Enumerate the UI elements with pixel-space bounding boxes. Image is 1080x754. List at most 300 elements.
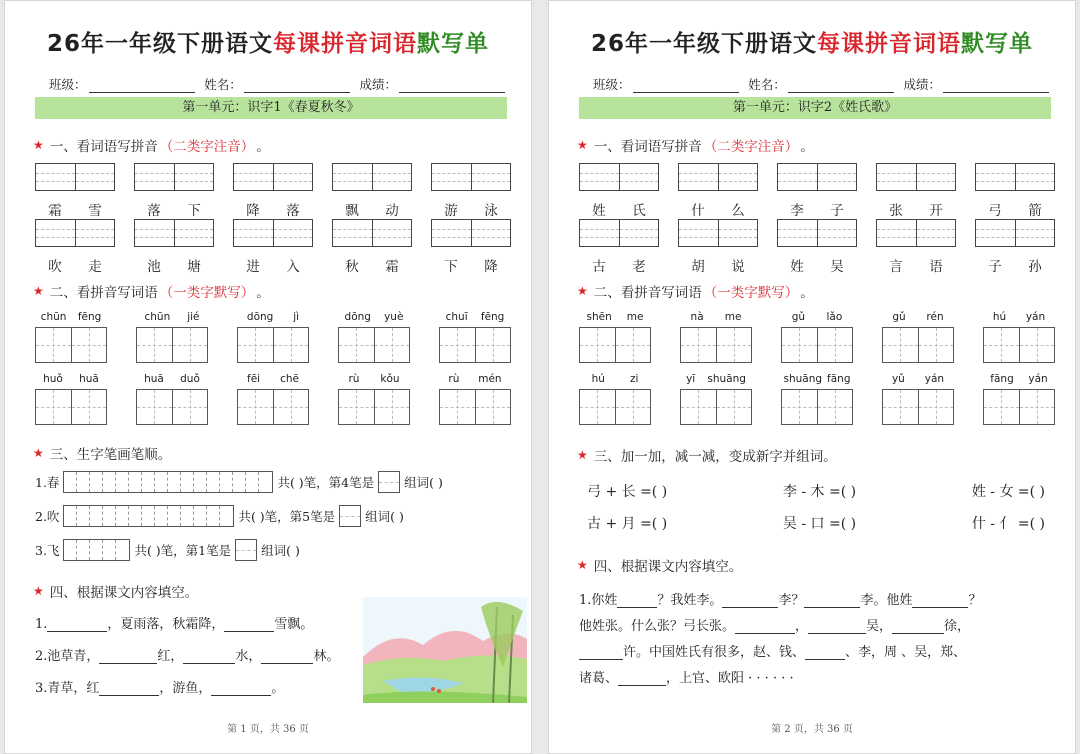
title-highlight-red: 每课拼音词语 [817,31,961,57]
stroke-row-1 [35,471,443,493]
hanzi-grid[interactable] [983,389,1055,425]
section-4-heading [577,555,742,575]
word-char: 雪 [88,203,102,219]
word-char: 言 [889,259,903,275]
word-char: 什 [691,203,705,219]
pinyin-text: huā [79,373,99,385]
star-icon: ★ [577,284,588,298]
class-label: 班级： [49,77,87,92]
pinyin-text: yán [1028,373,1048,385]
stroke-char-label: 3.飞 [35,543,60,558]
word-char: 入 [286,259,300,275]
class-field[interactable] [89,79,195,93]
word-char: 开 [929,203,943,219]
pinyin-writing-box[interactable] [332,163,412,191]
word-char: 落 [286,203,300,219]
title-highlight-red: 每课拼音词语 [273,31,417,57]
pinyin-writing-box[interactable] [678,219,758,247]
fill-text: 1. [35,617,48,632]
pinyin-text: zi [630,373,639,385]
word-group-text: 组词( ) [365,509,404,524]
hanzi-cell [237,311,309,363]
pinyin-text: chūn [144,311,171,323]
section-2-title: 二、看拼音写词语 [49,285,158,301]
pinyin-writing-box[interactable] [233,219,313,247]
hanzi-cell [882,373,954,425]
pinyin-cell [35,163,115,219]
stroke-row-3 [35,539,300,561]
hanzi-cell [338,373,410,425]
page-title [549,25,1075,58]
pinyin-text: shuāng [783,373,823,385]
pinyin-cell [777,163,857,219]
hanzi-cell [338,311,410,363]
fill-blank[interactable] [183,650,235,664]
pinyin-cell [431,219,511,275]
pinyin-writing-box[interactable] [777,219,857,247]
star-icon: ★ [577,558,588,572]
word-char: 霜 [385,259,399,275]
word-char: 胡 [691,259,705,275]
word-char: 进 [246,259,260,275]
pinyin-cell [777,219,857,275]
fill-text: 雪飘。 [274,617,314,632]
word-char: 姓 [790,259,804,275]
pinyin-text: gǔ [791,311,806,323]
pinyin-writing-box[interactable] [431,219,511,247]
pinyin-text: yǔ [891,373,905,385]
pinyin-text: rén [926,311,944,323]
hanzi-grid[interactable] [882,327,954,363]
section-1-title: 一、看词语写拼音 [593,139,702,155]
section-1-heading [577,135,814,155]
pinyin-text: me [724,311,742,323]
fill-blank[interactable] [211,682,271,696]
hanzi-cell [439,373,511,425]
pinyin-text: me [626,311,644,323]
hanzi-cell [35,373,107,425]
pinyin-text: fēng [480,311,505,323]
pinyin-text: jié [187,311,200,323]
pinyin-text: fēng [77,311,102,323]
hanzi-grid[interactable] [579,327,651,363]
word-char: 飘 [345,203,359,219]
fill-blank[interactable] [735,620,795,634]
hanzi-cell [680,311,752,363]
fill-line-2 [579,615,970,634]
word-char: 降 [246,203,260,219]
word-char: 下 [444,259,458,275]
stroke-order-strip[interactable] [63,505,234,527]
word-char: 吹 [48,259,62,275]
worksheet-page-2 [548,0,1076,754]
char-equation[interactable]: 李 - 木 =( ) [782,484,857,500]
hanzi-grid[interactable] [338,389,410,425]
fill-text: 许。中国姓氏有很多，赵、钱、 [623,645,806,660]
hanzi-cell [579,311,651,363]
pinyin-cell [975,219,1055,275]
hanzi-grid[interactable] [35,327,107,363]
hanzi-cell [439,311,511,363]
pinyin-text: hú [591,373,605,385]
hanzi-grid[interactable] [882,389,954,425]
fill-text: 他姓张。什么张？弓长张。 [579,619,736,634]
hanzi-cell [680,373,752,425]
fill-text: 3.青草，红 [35,681,100,696]
hanzi-grid[interactable] [439,327,511,363]
pinyin-text: yuè [384,311,404,323]
pinyin-writing-box[interactable] [332,219,412,247]
score-field[interactable] [399,79,505,93]
name-label: 姓名： [748,77,786,92]
fill-blank[interactable] [579,646,623,660]
section-1-suffix: 。 [800,139,814,155]
section-2-heading [33,281,270,301]
hanzi-grid[interactable] [781,327,853,363]
hanzi-cell [983,373,1055,425]
word-char: 降 [484,259,498,275]
pinyin-cell [332,219,412,275]
stroke-count-text: 共( )笔，第1笔是 [134,543,232,558]
pinyin-text: yán [1025,311,1046,323]
section-2-note: （一类字默写） [159,285,255,301]
fill-text: 2.池草青， [35,649,100,664]
char-equation[interactable]: 姓 - 女 =( ) [971,484,1045,500]
pinyin-writing-box[interactable] [678,163,758,191]
fill-text: 诸葛、 [579,671,619,686]
pinyin-writing-box[interactable] [134,219,214,247]
word-char: 箭 [1028,203,1042,219]
pinyin-text: huā [144,373,164,385]
pinyin-text: shēn [586,311,612,323]
fill-blank[interactable] [804,594,860,608]
class-label: 班级： [593,77,631,92]
fill-text: 李。他姓 [860,593,913,608]
fill-text: 吴， [866,619,893,634]
section-1-title: 一、看词语写拼音 [49,139,158,155]
pinyin-row-1 [579,163,1055,219]
pinyin-text: kǒu [380,373,400,385]
section-1-suffix: 。 [256,139,270,155]
student-info-row [593,75,1049,93]
title-highlight-green: 默写单 [417,31,489,57]
section-2-note: （一类字默写） [703,285,799,301]
pinyin-text: chūn [40,311,67,323]
hanzi-grid[interactable] [781,389,853,425]
pinyin-text: yán [924,373,945,385]
fill-blank[interactable] [224,618,274,632]
fill-line-1 [35,613,313,632]
pinyin-writing-box[interactable] [134,163,214,191]
pinyin-text: fāng [827,373,851,385]
char-equation[interactable]: 什 - 亻 =( ) [971,516,1045,532]
star-icon: ★ [33,138,44,152]
word-char: 孙 [1028,259,1042,275]
section-2-heading [577,281,814,301]
hanzi-grid[interactable] [237,327,309,363]
word-char: 池 [147,259,161,275]
word-char: 古 [592,259,606,275]
stroke-order-strip[interactable] [63,471,273,493]
stroke-answer-box[interactable] [339,505,361,527]
hanzi-cell [136,311,208,363]
stroke-row-2 [35,505,404,527]
pinyin-text: fāng [990,373,1014,385]
fill-blank[interactable] [805,646,845,660]
section-3-title: 三、加一加，减一减，变成新字并组词。 [593,449,837,465]
page-footer: 第 2 页，共 36 页 [771,724,853,735]
fill-blank[interactable] [722,594,778,608]
star-icon: ★ [577,138,588,152]
pinyin-cell [233,163,313,219]
pinyin-cell [579,163,659,219]
hanzi-grid[interactable] [983,327,1055,363]
pinyin-cell [678,219,758,275]
word-char: 张 [889,203,903,219]
pinyin-text: rù [448,373,460,385]
stroke-count-text: 共( )笔，第4笔是 [277,475,375,490]
pinyin-writing-box[interactable] [975,163,1055,191]
page-footer: 第 1 页，共 36 页 [227,724,309,735]
pinyin-text: rù [348,373,360,385]
pinyin-cell [876,219,956,275]
hanzi-row-2 [35,373,511,425]
pinyin-writing-box[interactable] [35,219,115,247]
hanzi-grid[interactable] [439,389,511,425]
title-main: 26年一年级下册语文 [46,31,273,57]
word-char: 塘 [187,259,201,275]
hanzi-grid[interactable] [680,327,752,363]
pinyin-text: huǒ [43,373,63,385]
word-char: 李 [790,203,804,219]
section-2-suffix: 。 [800,285,814,301]
word-char: 子 [830,203,844,219]
score-field[interactable] [943,79,1049,93]
pinyin-writing-box[interactable] [579,219,659,247]
hanzi-cell [237,373,309,425]
hanzi-grid[interactable] [35,389,107,425]
word-char: 落 [147,203,161,219]
word-char: 吴 [830,259,844,275]
star-icon: ★ [577,448,588,462]
fill-line-4 [579,667,794,686]
section-1-note: （二类字注音） [159,139,255,155]
name-field[interactable] [244,79,350,93]
section-2-suffix: 。 [256,285,270,301]
name-field[interactable] [788,79,894,93]
section-4-heading [33,581,198,601]
section-1-note: （二类字注音） [703,139,799,155]
pinyin-writing-box[interactable] [876,219,956,247]
stroke-char-label: 2.吹 [35,509,60,524]
pinyin-text: shuāng [707,373,746,385]
pinyin-text: yī [686,373,696,385]
fill-text: 、李，周 、吴，郑、 [845,645,967,660]
pinyin-row-2 [35,219,511,275]
char-equation[interactable]: 吴 - 口 =( ) [782,516,857,532]
fill-text: 。 [271,681,285,696]
hanzi-grid[interactable] [579,389,651,425]
word-char: 么 [731,203,745,219]
fill-blank[interactable] [99,682,159,696]
equation-row-1 [587,481,1045,501]
hanzi-cell [579,373,651,425]
hanzi-cell [35,311,107,363]
fill-blank[interactable] [808,620,866,634]
pinyin-cell [35,219,115,275]
fill-text: ， [795,619,809,634]
pinyin-writing-box[interactable] [876,163,956,191]
hanzi-grid[interactable] [237,389,309,425]
word-char: 弓 [988,203,1002,219]
word-group-text: 组词( ) [404,475,443,490]
pinyin-writing-box[interactable] [431,163,511,191]
pinyin-text: fēi [247,373,261,385]
pinyin-cell [876,163,956,219]
student-info-row [49,75,505,93]
fill-blank[interactable] [99,650,157,664]
stroke-answer-box[interactable] [378,471,400,493]
score-label: 成绩： [359,77,397,92]
star-icon: ★ [33,446,44,460]
section-4-title: 四、根据课文内容填空。 [593,559,743,575]
char-equation[interactable]: 古 + 月 =( ) [587,516,668,532]
title-highlight-green: 默写单 [961,31,1033,57]
word-char: 走 [88,259,102,275]
fill-line-3 [35,677,284,696]
star-icon: ★ [33,284,44,298]
pinyin-writing-box[interactable] [579,163,659,191]
fill-line-1 [579,589,981,608]
word-char: 游 [444,203,458,219]
pinyin-text: jì [293,311,300,323]
word-char: 子 [988,259,1002,275]
pinyin-row-1 [35,163,511,219]
pinyin-cell [678,163,758,219]
pinyin-text: duǒ [180,373,200,385]
word-char: 动 [385,203,399,219]
hanzi-cell [983,311,1055,363]
star-icon: ★ [33,584,44,598]
word-char: 秋 [345,259,359,275]
hanzi-cell [136,373,208,425]
fill-blank[interactable] [892,620,944,634]
pinyin-text: gǔ [892,311,906,323]
word-char: 下 [187,203,201,219]
word-char: 老 [632,259,646,275]
pinyin-writing-box[interactable] [233,163,313,191]
fill-text: 徐， [944,619,971,634]
pinyin-text: chē [280,373,299,385]
hanzi-grid[interactable] [338,327,410,363]
word-char: 泳 [484,203,498,219]
fill-text: 林。 [313,649,340,664]
pinyin-cell [431,163,511,219]
word-char: 霜 [48,203,62,219]
pinyin-text: hú [992,311,1007,323]
stroke-char-label: 1.春 [35,475,60,490]
hanzi-row-1 [579,311,1055,363]
hanzi-cell [882,311,954,363]
section-3-heading [577,445,837,465]
stroke-order-strip[interactable] [63,539,130,561]
fill-text: 红， [157,649,184,664]
page-title [5,25,531,58]
section-3-heading [33,443,171,463]
stroke-answer-box[interactable] [235,539,257,561]
hanzi-grid[interactable] [136,327,208,363]
worksheet-page-1 [4,0,532,754]
fill-text: ，上官、欧阳 · · · · · · [666,671,794,686]
hanzi-grid[interactable] [680,389,752,425]
unit-banner: 第一单元：识字2《姓氏歌》 [579,97,1051,119]
pinyin-cell [579,219,659,275]
title-main: 26年一年级下册语文 [590,31,817,57]
pinyin-cell [233,219,313,275]
section-1-heading [33,135,270,155]
fill-blank[interactable] [617,594,657,608]
pinyin-writing-box[interactable] [975,219,1055,247]
fill-text: ？ [968,593,982,608]
pinyin-text: nà [690,311,704,323]
name-label: 姓名： [204,77,242,92]
fill-blank[interactable] [912,594,968,608]
pinyin-cell [332,163,412,219]
pinyin-cell [975,163,1055,219]
fill-blank[interactable] [47,618,107,632]
spring-landscape-illustration [363,597,527,703]
stroke-count-text: 共( )笔，第5笔是 [238,509,336,524]
section-3-title: 三、生字笔画笔顺。 [49,447,172,463]
pinyin-cell [134,163,214,219]
hanzi-cell [781,373,853,425]
pinyin-cell [134,219,214,275]
section-4-title: 四、根据课文内容填空。 [49,585,199,601]
class-field[interactable] [633,79,739,93]
pinyin-writing-box[interactable] [777,163,857,191]
fill-blank[interactable] [261,650,313,664]
pinyin-writing-box[interactable] [35,163,115,191]
section-2-title: 二、看拼音写词语 [593,285,702,301]
fill-line-2 [35,645,339,664]
hanzi-row-1 [35,311,511,363]
fill-text: ，游鱼， [159,681,212,696]
unit-banner: 第一单元：识字1《春夏秋冬》 [35,97,507,119]
word-char: 氏 [632,203,646,219]
word-char: 说 [731,259,745,275]
hanzi-grid[interactable] [136,389,208,425]
fill-text: 李？ [778,593,805,608]
hanzi-row-2 [579,373,1055,425]
fill-text: ？我姓李。 [657,593,723,608]
pinyin-text: lǎo [826,311,843,323]
fill-blank[interactable] [618,672,666,686]
char-equation[interactable]: 弓 + 长 =( ) [587,484,668,500]
fill-text: ，夏雨落，秋霜降， [107,617,225,632]
fill-line-3 [579,641,966,660]
word-char: 姓 [592,203,606,219]
word-char: 语 [929,259,943,275]
word-group-text: 组词( ) [261,543,300,558]
fill-text: 1.你姓 [579,593,618,608]
fill-text: 水， [235,649,262,664]
score-label: 成绩： [903,77,941,92]
pinyin-text: mén [478,373,502,385]
pinyin-text: dōng [246,311,274,323]
pinyin-text: chuī [445,311,468,323]
pinyin-text: dōng [344,311,371,323]
pinyin-row-2 [579,219,1055,275]
